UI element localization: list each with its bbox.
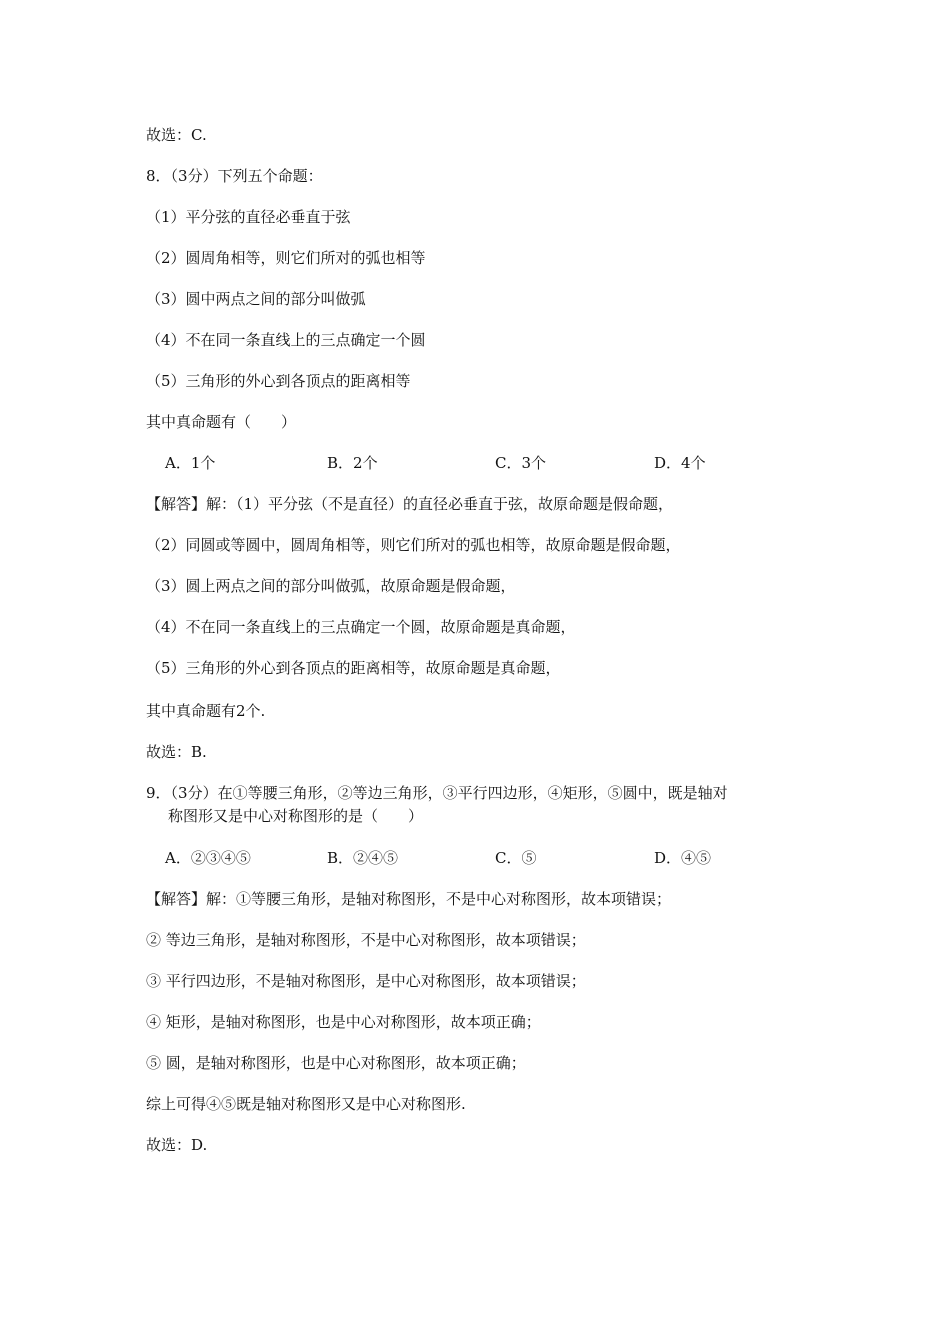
q8-statement-1: （1）平分弦的直径必垂直于弦 <box>146 208 351 226</box>
q8-solution-3: （3）圆上两点之间的部分叫做弧，故原命题是假命题， <box>146 577 516 595</box>
q8-solution-1: 【解答】解：（1）平分弦（不是直径）的直径必垂直于弦，故原命题是假命题， <box>146 495 674 513</box>
q8-statement-4: （4）不在同一条直线上的三点确定一个圆 <box>146 331 426 349</box>
q9-solution-1: 【解答】解：①等腰三角形，是轴对称图形，不是中心对称图形，故本项错误； <box>146 890 672 908</box>
q9-option-a: A．②③④⑤ <box>165 849 251 867</box>
q9-option-d: D．④⑤ <box>654 849 712 867</box>
q7-answer-choice: 故选：C. <box>146 126 207 144</box>
q8-statement-3: （3）圆中两点之间的部分叫做弧 <box>146 290 366 308</box>
q9-solution-5: ⑤ 圆，是轴对称图形，也是中心对称图形，故本项正确； <box>146 1054 526 1072</box>
q8-option-d: D．4个 <box>654 454 706 472</box>
q8-question: 其中真命题有（ ） <box>146 413 297 431</box>
q8-option-b: B．2个 <box>327 454 378 472</box>
q9-solution-2: ② 等边三角形，是轴对称图形，不是中心对称图形，故本项错误； <box>146 931 586 949</box>
q9-stem-line-1: 9．（3分）在①等腰三角形，②等边三角形，③平行四边形，④矩形，⑤圆中，既是轴对 <box>146 784 728 802</box>
q9-options <box>165 848 785 868</box>
q8-solution-summary: 其中真命题有2个. <box>146 702 266 720</box>
q8-solution-2: （2）同圆或等圆中，圆周角相等，则它们所对的弧也相等，故原命题是假命题， <box>146 536 681 554</box>
q8-solution-5: （5）三角形的外心到各顶点的距离相等，故原命题是真命题， <box>146 659 561 677</box>
q9-solution-4: ④ 矩形，是轴对称图形，也是中心对称图形，故本项正确； <box>146 1013 541 1031</box>
q8-option-c: C．3个 <box>495 454 547 472</box>
q8-answer-choice: 故选：B. <box>146 743 207 761</box>
q8-options <box>165 453 785 473</box>
q9-option-b: B．②④⑤ <box>327 849 399 867</box>
q8-statement-2: （2）圆周角相等，则它们所对的弧也相等 <box>146 249 426 267</box>
q8-solution-4: （4）不在同一条直线上的三点确定一个圆，故原命题是真命题， <box>146 618 576 636</box>
q8-stem: 8．（3分）下列五个命题： <box>146 167 323 185</box>
q9-solution-summary: 综上可得④⑤既是轴对称图形又是中心对称图形. <box>146 1095 466 1113</box>
q9-answer-choice: 故选：D. <box>146 1136 208 1154</box>
q9-option-c: C．⑤ <box>495 849 537 867</box>
q9-solution-3: ③ 平行四边形，不是轴对称图形，是中心对称图形，故本项错误； <box>146 972 586 990</box>
q9-stem-line-2: 称图形又是中心对称图形的是（ ） <box>168 807 424 825</box>
q8-option-a: A．1个 <box>165 454 216 472</box>
q8-statement-5: （5）三角形的外心到各顶点的距离相等 <box>146 372 411 390</box>
